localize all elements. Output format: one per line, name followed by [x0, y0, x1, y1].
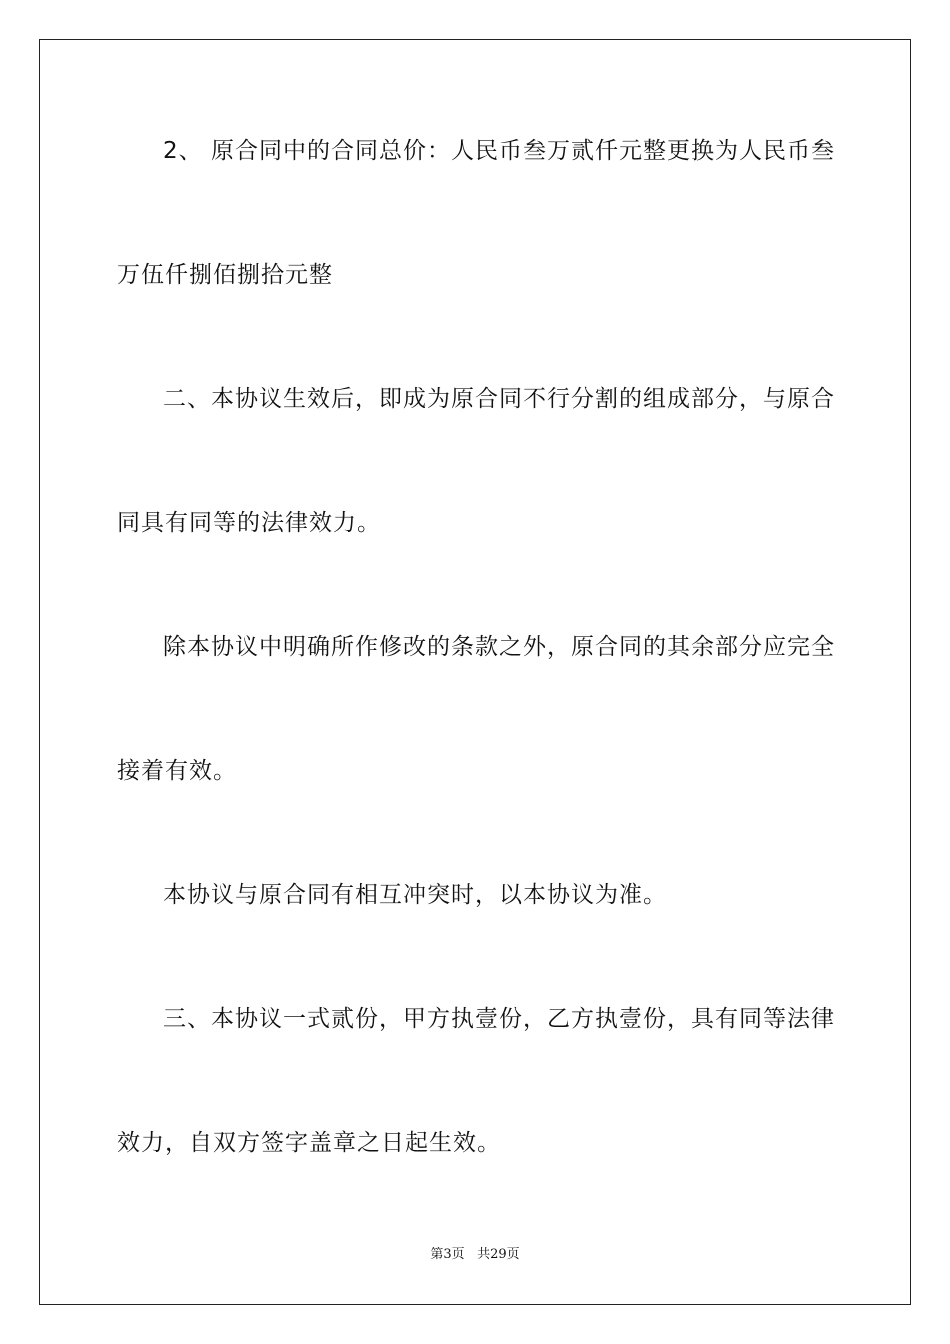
page-number: 第3页 — [430, 1247, 465, 1262]
paragraph-line: 二、本协议生效后，即成为原合同不行分割的组成部分，与原合 — [163, 386, 835, 412]
paragraph-line: 接着有效。 — [117, 758, 237, 784]
page-border — [39, 39, 911, 1305]
page-total: 共29页 — [477, 1247, 520, 1262]
paragraph-line: 本协议与原合同有相互冲突时，以本协议为准。 — [163, 882, 667, 908]
paragraph-line: 2、 原合同中的合同总价：人民币叁万贰仟元整更换为人民币叁 — [163, 138, 835, 164]
page-footer — [0, 1246, 950, 1264]
paragraph-line: 除本协议中明确所作修改的条款之外，原合同的其余部分应完全 — [163, 634, 835, 660]
paragraph-line: 效力，自双方签字盖章之日起生效。 — [117, 1130, 501, 1156]
paragraph-line: 万伍仟捌佰捌拾元整 — [117, 262, 333, 288]
paragraph-line: 三、本协议一式贰份，甲方执壹份，乙方执壹份，具有同等法律 — [163, 1006, 835, 1032]
paragraph-line: 同具有同等的法律效力。 — [117, 510, 381, 536]
